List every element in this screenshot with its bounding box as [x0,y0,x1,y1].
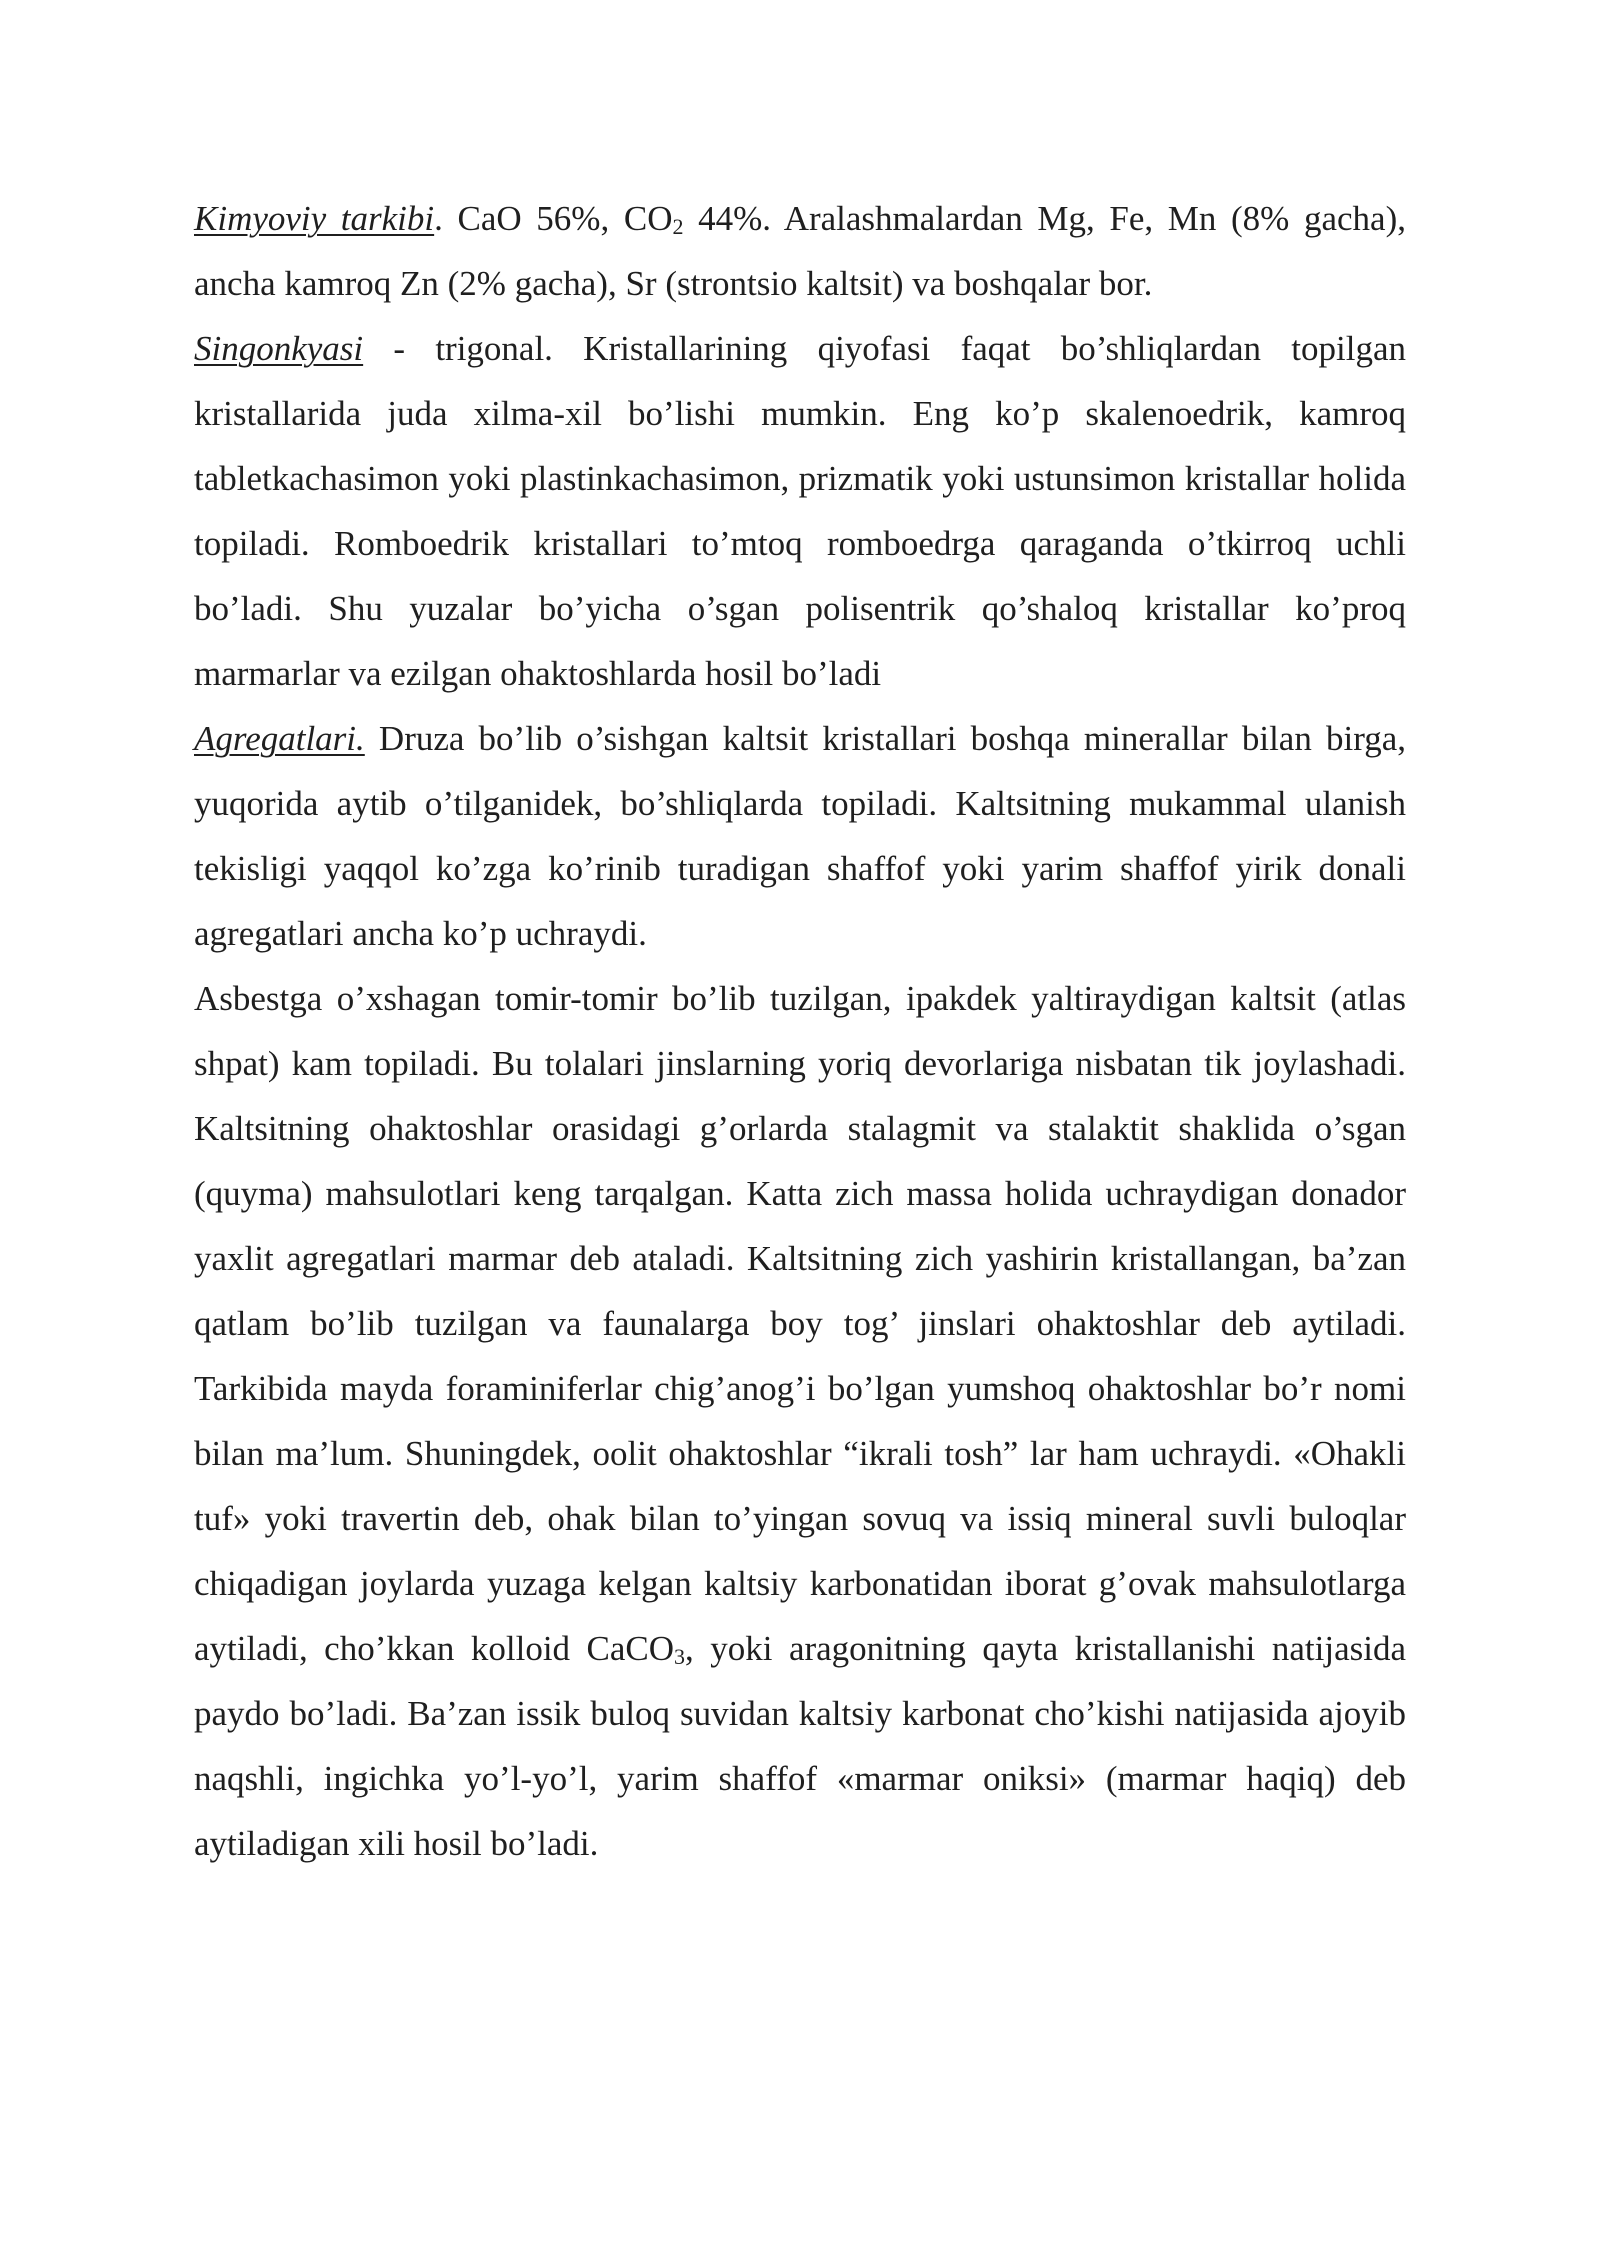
subscript: 3 [674,1644,686,1669]
paragraph-aggregates [194,706,1406,966]
paragraph-varieties [194,966,1406,1876]
document-body [194,186,1406,1876]
subscript: 2 [672,214,684,239]
paragraph-crystal-system [194,316,1406,706]
paragraph-text: , yoki aragonitning qayta kristallanishi natijasida paydo bo’ladi. Ba’zan issik buloq suvidan kaltsiy karbonat cho’kishi natijasida ajoyib naqshli, ingichka yo’l-yo’l, yarim shaffof «marmar oniksi» (marmar haqiq) deb aytiladigan xili hosil bo’ladi. [194,1629,1406,1863]
heading-aggregates: Agregatlari. [194,719,365,758]
paragraph-text: Druza bo’lib o’sishgan kaltsit kristallari boshqa minerallar bilan birga, yuqorida aytib o’tilganidek, bo’shliqlarda topiladi. Kaltsitning mukammal ulanish tekisligi yaqqol ko’zga ko’rinib turadigan shaffof yoki yarim shaffof yirik donali agregatlari ancha ko’p uchraydi. [194,719,1406,953]
paragraph-text: . CaO 56%, CO [434,199,673,238]
heading-crystal-system: Singonkyasi [194,329,364,368]
paragraph-chemical-composition [194,186,1406,316]
heading-chemical-composition: Kimyoviy tarkibi [194,199,435,238]
paragraph-text: 44%. Aralashmalardan Mg, Fe, Mn (8% gacha), ancha kamroq Zn (2% gacha), Sr (strontsio kaltsit) va boshqalar bor. [194,199,1406,303]
paragraph-text: - trigonal. Kristallarining qiyofasi faqat bo’shliqlardan topilgan kristallarida juda xilma-xil bo’lishi mumkin. Eng ko’p skalenoedrik, kamroq tabletkachasimon yoki plastinkachasimon, prizmatik yoki ustunsimon kristallar holida topiladi. Romboedrik kristallari to’mtoq romboedrga qaraganda o’tkirroq uchli bo’ladi. Shu yuzalar bo’yicha o’sgan polisentrik qo’shaloq kristallar ko’proq marmarlar va ezilgan ohaktoshlarda hosil bo’ladi [194,329,1406,693]
paragraph-text: Asbestga o’xshagan tomir-tomir bo’lib tuzilgan, ipakdek yaltiraydigan kaltsit (atlas shpat) kam topiladi. Bu tolalari jinslarning yoriq devorlariga nisbatan tik joylashadi. Kaltsitning ohaktoshlar orasidagi g’orlarda stalagmit va stalaktit shaklida o’sgan (quyma) mahsulotlari keng tarqalgan. Katta zich massa holida uchraydigan donador yaxlit agregatlari marmar deb ataladi. Kaltsitning zich yashirin kristallangan, ba’zan qatlam bo’lib tuzilgan va faunalarga boy tog’ jinslari ohaktoshlar deb aytiladi. Tarkibida mayda foraminiferlar chig’anog’i bo’lgan yumshoq ohaktoshlar bo’r nomi bilan ma’lum. Shuningdek, oolit ohaktoshlar “ikrali tosh” lar ham uchraydi. «Ohakli tuf» yoki travertin deb, ohak bilan to’yingan sovuq va issiq mineral suvli buloqlar chiqadigan joylarda yuzaga kelgan kaltsiy karbonatidan iborat g’ovak mahsulotlarga aytiladi, cho’kkan kolloid CaCO [194,979,1406,1668]
